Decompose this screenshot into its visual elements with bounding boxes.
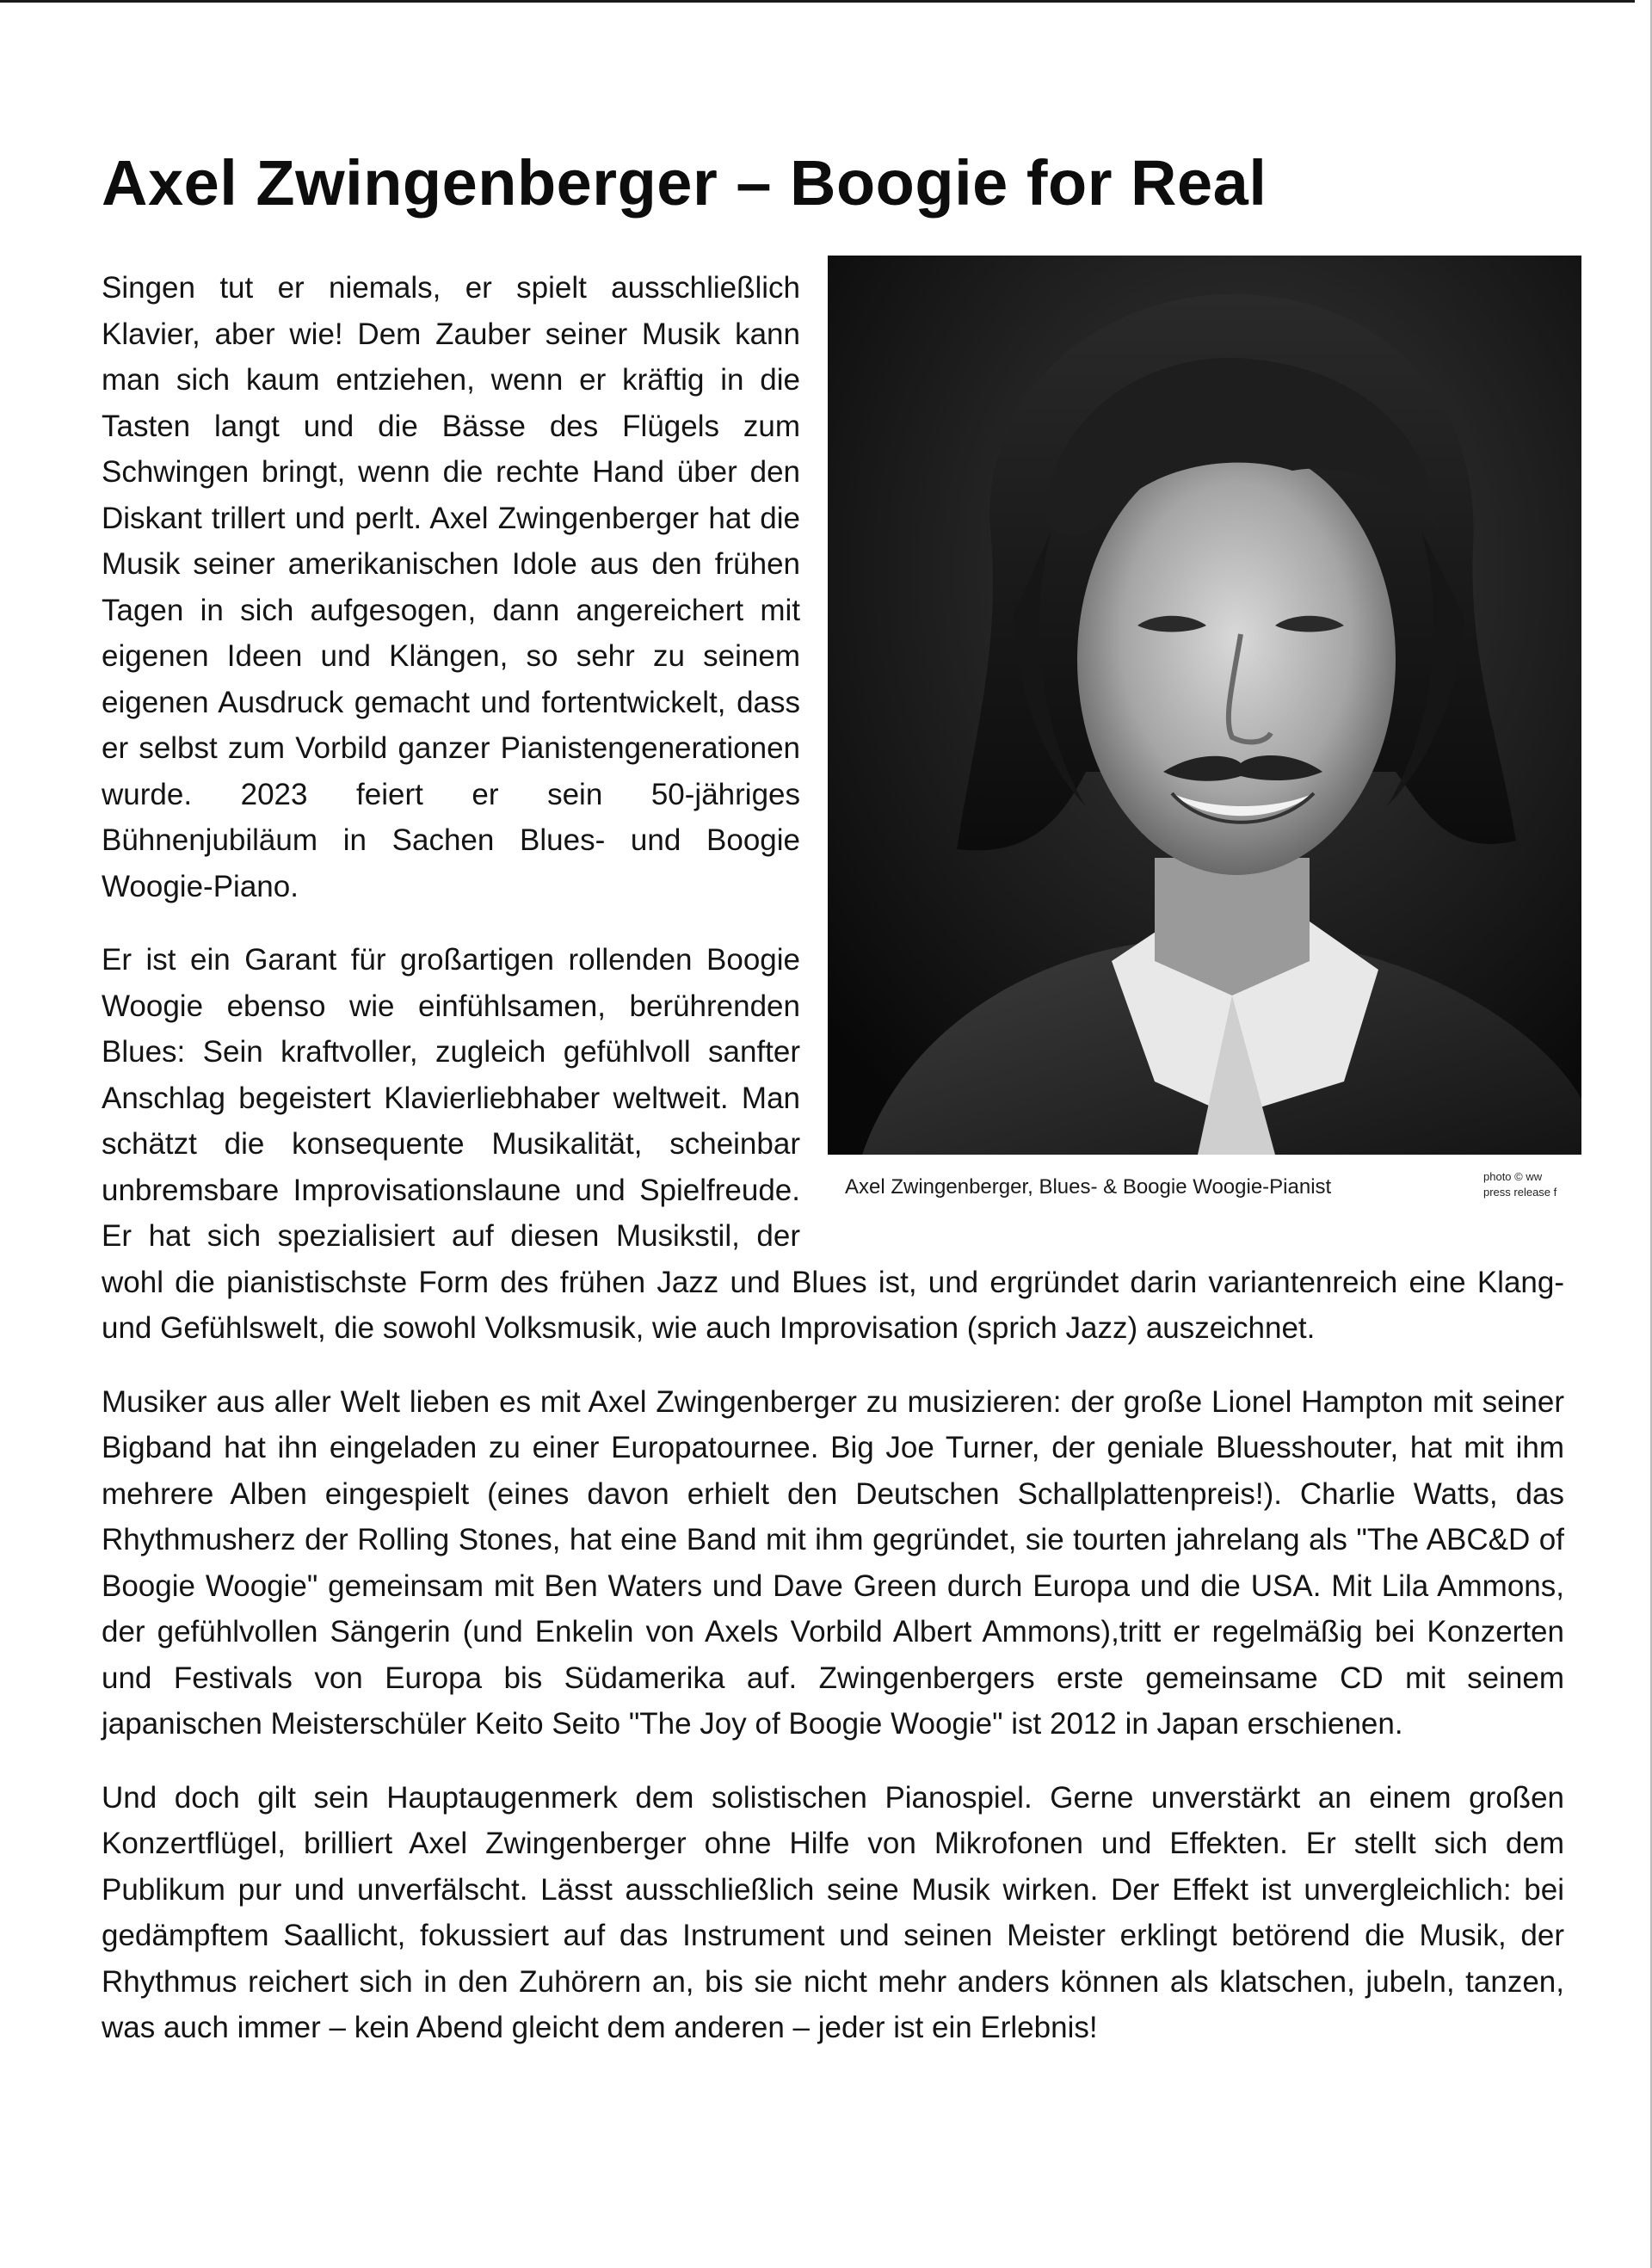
- portrait-figure: [828, 256, 1581, 1228]
- paragraph-4: Und doch gilt sein Hauptaugenmerk dem solistischen Pianospiel. Gerne unverstärkt an einem großen Konzertflügel, brilliert Axel Zwingenberger ohne Hilfe von Mikrofonen und Effekten. Er stellt sich dem Publikum pur und unverfälscht. Lässt ausschließlich seine Musik wirken. Der Effekt ist unvergleichlich: bei gedämpftem Saallicht, fokussiert auf das Instrument und seinen Meister erklingt betörend die Musik, der Rhythmus reichert sich in den Zuhörern an, bis sie nicht mehr anders können als klatschen, jubeln, tanzen, was auch immer – kein Abend gleicht dem anderen – jeder ist ein Erlebnis!: [102, 1780, 1564, 2044]
- photo-credit-line-2: press release f: [1483, 1186, 1557, 1199]
- photo-credit-line-1: photo © ww: [1483, 1170, 1543, 1183]
- article-title: Axel Zwingenberger – Boogie for Real: [102, 147, 1267, 219]
- article-body: [102, 265, 1564, 2079]
- paragraph-3: Musiker aus aller Welt lieben es mit Axel Zwingenberger zu musizieren: der große Lionel Hampton mit seiner Bigband hat ihn eingeladen zu einer Europatournee. Big Joe Turner, der geniale Bluesshouter, hat mit ihm mehrere Alben eingespielt (eines davon erhielt den Deutschen Schallplattenpreis!). Charlie Watts, das Rhythmusherz der Rolling Stones, hat eine Band mit ihm gegründet, sie tourten jahrelang als "The ABC&D of Boogie Woogie" gemeinsam mit Ben Waters und Dave Green durch Europa und die USA. Mit Lila Ammons, der gefühlvollen Sängerin (und Enkelin von Axels Vorbild Albert Ammons),tritt er regelmäßig bei Konzerten und Festivals von Europa bis Südamerika auf. Zwingenbergers erste gemeinsame CD mit seinem japanischen Meisterschüler Keito Seito "The Joy of Boogie Woogie" ist 2012 in Japan erschienen.: [102, 1384, 1564, 1741]
- portrait-photo: [828, 256, 1581, 1155]
- scan-top-edge: [0, 0, 1635, 8]
- portrait-image: [828, 256, 1581, 1155]
- photo-caption: Axel Zwingenberger, Blues- & Boogie Woogie-Pianist: [845, 1175, 1332, 1199]
- paragraph-1: Singen tut er niemals, er spielt ausschließlich Klavier, aber wie! Dem Zauber seiner Musik kann man sich kaum entziehen, wenn er kräftig in die Tasten langt und die Bässe des Flügels zum Schwingen bringt, wenn die rechte Hand über den Diskant trillert und perlt. Axel Zwingenberger hat die Musik seiner amerikanischen Idole aus den frühen Tagen in sich aufgesogen, dann angereichert mit eigenen Ideen und Klängen, so sehr zu seinem eigenen Ausdruck gemacht und fortentwickelt, dass er selbst zum Vorbild ganzer Pianistengenerationen wurde. 2023 feiert er sein 50-jähriges Bühnenjubiläum in Sachen Blues- und Boogie Woogie-Piano.: [102, 271, 800, 903]
- photo-credit: [1483, 1169, 1587, 1200]
- paragraph-2: Er ist ein Garant für großartigen rollenden Boogie Woogie ebenso wie einfühlsamen, berührenden Blues: Sein kraftvoller, zugleich gefühlvoll sanfter Anschlag begeistert Klavierliebhaber weltweit. Man schätzt die konsequente Musikalität, scheinbar unbremsbare Improvisationslaune und Spielfreude. Er hat sich spezialisiert auf diesen Musikstil, der wohl die pianistischste Form des frühen Jazz und Blues ist, und ergründet darin variantenreich eine Klang- und Gefühlswelt, die sowohl Volksmusik, wie auch Improvisation (sprich Jazz) auszeichnet.: [102, 943, 1564, 1345]
